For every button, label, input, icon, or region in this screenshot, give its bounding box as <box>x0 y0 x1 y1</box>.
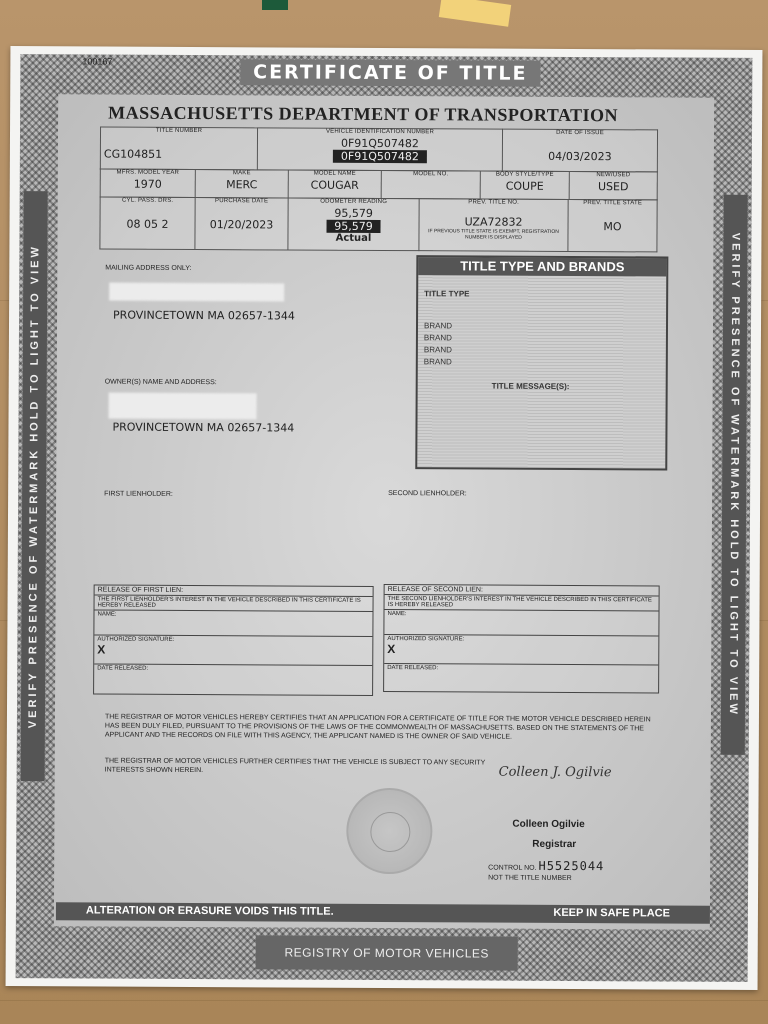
keep-safe-text: KEEP IN SAFE PLACE <box>553 906 670 920</box>
title-number: CG104851 <box>103 147 163 161</box>
alteration-bar <box>56 902 710 923</box>
alteration-warning: ALTERATION OR ERASURE VOIDS THIS TITLE. <box>85 904 334 918</box>
odometer-status: Actual <box>335 232 372 244</box>
cyl-pass-drs: 08 05 2 <box>126 217 169 231</box>
registrar-name: Colleen Ogilvie <box>512 818 585 831</box>
registrar-title: Registrar <box>532 838 577 851</box>
vehicle-table-row3: CYL. PASS. DRS. 08 05 2 PURCHASE DATE 01/20/2023 ODOMETER READING 95,579 95,579 Actual PREV. TITLE NO. UZA72832 IF PREVIOUS TITLE STATE IS EXEMPT, REGISTRATION NUMBER IS DISPLAYED PREV. TITLE STATE MO <box>99 197 657 253</box>
certificate-title: CERTIFICATE OF TITLE <box>240 59 540 87</box>
redacted-owner-name <box>109 393 257 420</box>
brand-4: BRAND <box>423 357 452 367</box>
odometer-repeat: 95,579 <box>326 220 381 233</box>
odometer-reading: 95,579 <box>334 206 373 220</box>
registrar-signature: Colleen J. Ogilvie <box>498 764 612 781</box>
commonwealth-seal <box>346 788 432 874</box>
second-lienholder-label: SECOND LIENHOLDER: <box>388 490 467 498</box>
purchase-date: 01/20/2023 <box>209 218 274 232</box>
mailing-address-label: MAILING ADDRESS ONLY: <box>105 264 192 272</box>
model-year: 1970 <box>133 177 162 191</box>
department-heading: MASSACHUSETTS DEPARTMENT OF TRANSPORTATION <box>108 102 619 126</box>
release2-x: X <box>387 642 396 657</box>
security-interest-text: THE REGISTRAR OF MOTOR VEHICLES FURTHER CERTIFIES THAT THE VEHICLE IS SUBJECT TO ANY SECURITY INTERESTS SHOWN HEREIN. <box>104 757 486 775</box>
registry-footer: REGISTRY OF MOTOR VEHICLES <box>256 935 518 970</box>
brand-1: BRAND <box>423 321 453 331</box>
certification-text: THE REGISTRAR OF MOTOR VEHICLES HEREBY CERTIFIES THAT AN APPLICATION FOR A CERTIFICATE OF TITLE FOR THE MOTOR VEHICLE DESCRIBED HEREIN HAS BEEN DULY FILED, PURSUANT TO THE PROVISIONS OF THE LAWS OF THE COMMONWEALTH OF MASSACHUSETTS. BASED ON THE STATEMENTS OF THE APPLICANT AND THE RECORDS ON FILE WITH THIS AGENCY, THE APPLICANT NAMED IS THE OWNER OF SAID VEHICLE. <box>104 713 651 741</box>
brand-2: BRAND <box>423 333 452 343</box>
sticky-note <box>439 0 511 27</box>
release-second-lien: RELEASE OF SECOND LIEN: THE SECOND LIENHOLDER'S INTEREST IN THE VEHICLE DESCRIBED IN THIS CERTIFICATE IS HEREBY RELEASED NAME: AUTHORIZED SIGNATURE: X DATE RELEASED: <box>383 584 660 693</box>
vin: 0F91Q507482 <box>340 136 419 151</box>
date-of-issue: 04/03/2023 <box>548 149 612 164</box>
watermark-strip-right: VERIFY PRESENCE OF WATERMARK HOLD TO LIGHT TO VIEW <box>721 195 748 755</box>
redacted-mailing-name <box>109 283 284 302</box>
title-type-label: TITLE TYPE <box>424 289 470 299</box>
prev-title-state: MO <box>603 220 622 234</box>
mailing-address-city: PROVINCETOWN MA 02657-1344 <box>113 308 295 323</box>
certificate-document <box>6 46 763 990</box>
prev-title-number: UZA72832 <box>464 215 523 229</box>
title-type-brands-box <box>415 255 668 470</box>
watermark-strip-left: VERIFY PRESENCE OF WATERMARK HOLD TO LIGHT TO VIEW <box>21 191 48 781</box>
new-used: USED <box>597 180 629 194</box>
title-messages-label: TITLE MESSAGE(S): <box>491 381 570 391</box>
body-style: COUPE <box>505 179 544 193</box>
vin-repeat: 0F91Q507482 <box>333 150 427 163</box>
not-title-number: NOT THE TITLE NUMBER <box>488 874 572 882</box>
release1-x: X <box>97 642 106 657</box>
green-object <box>262 0 288 10</box>
form-number: 100167 <box>82 56 113 67</box>
release2-text: THE SECOND LIENHOLDER'S INTEREST IN THE VEHICLE DESCRIBED IN THIS CERTIFICATE IS HEREBY RELEASED <box>385 595 659 611</box>
vehicle-table-row2: MFRS. MODEL YEAR 1970 MAKE MERC MODEL NAME COUGAR MODEL NO. BODY STYLE/TYPE COUPE NEW/USED USED <box>100 169 658 201</box>
model-name: COUGAR <box>310 178 359 192</box>
prev-title-note: IF PREVIOUS TITLE STATE IS EXEMPT, REGISTRATION NUMBER IS DISPLAYED <box>428 228 559 241</box>
brand-3: BRAND <box>423 345 452 355</box>
make: MERC <box>226 178 258 192</box>
control-number: CONTROL NO. H5525044 <box>488 858 605 874</box>
owner-address-city: PROVINCETOWN MA 02657-1344 <box>112 420 295 435</box>
release1-text: THE FIRST LIENHOLDER'S INTEREST IN THE VEHICLE DESCRIBED IN THIS CERTIFICATE IS HEREBY RELEASED <box>95 595 373 611</box>
first-lienholder-label: FIRST LIENHOLDER: <box>104 490 173 498</box>
release-first-lien: RELEASE OF FIRST LIEN: THE FIRST LIENHOLDER'S INTEREST IN THE VEHICLE DESCRIBED IN THIS CERTIFICATE IS HEREBY RELEASED NAME: AUTHORIZED SIGNATURE: X DATE RELEASED: <box>93 584 374 695</box>
vehicle-table-row1: TITLE NUMBER CG104851 VEHICLE IDENTIFICATION NUMBER 0F91Q507482 0F91Q507482 DATE OF ISSUE 04/03/2023 <box>100 127 658 173</box>
owner-label: OWNER(S) NAME AND ADDRESS: <box>104 378 217 387</box>
title-brands-header: TITLE TYPE AND BRANDS <box>418 257 666 276</box>
